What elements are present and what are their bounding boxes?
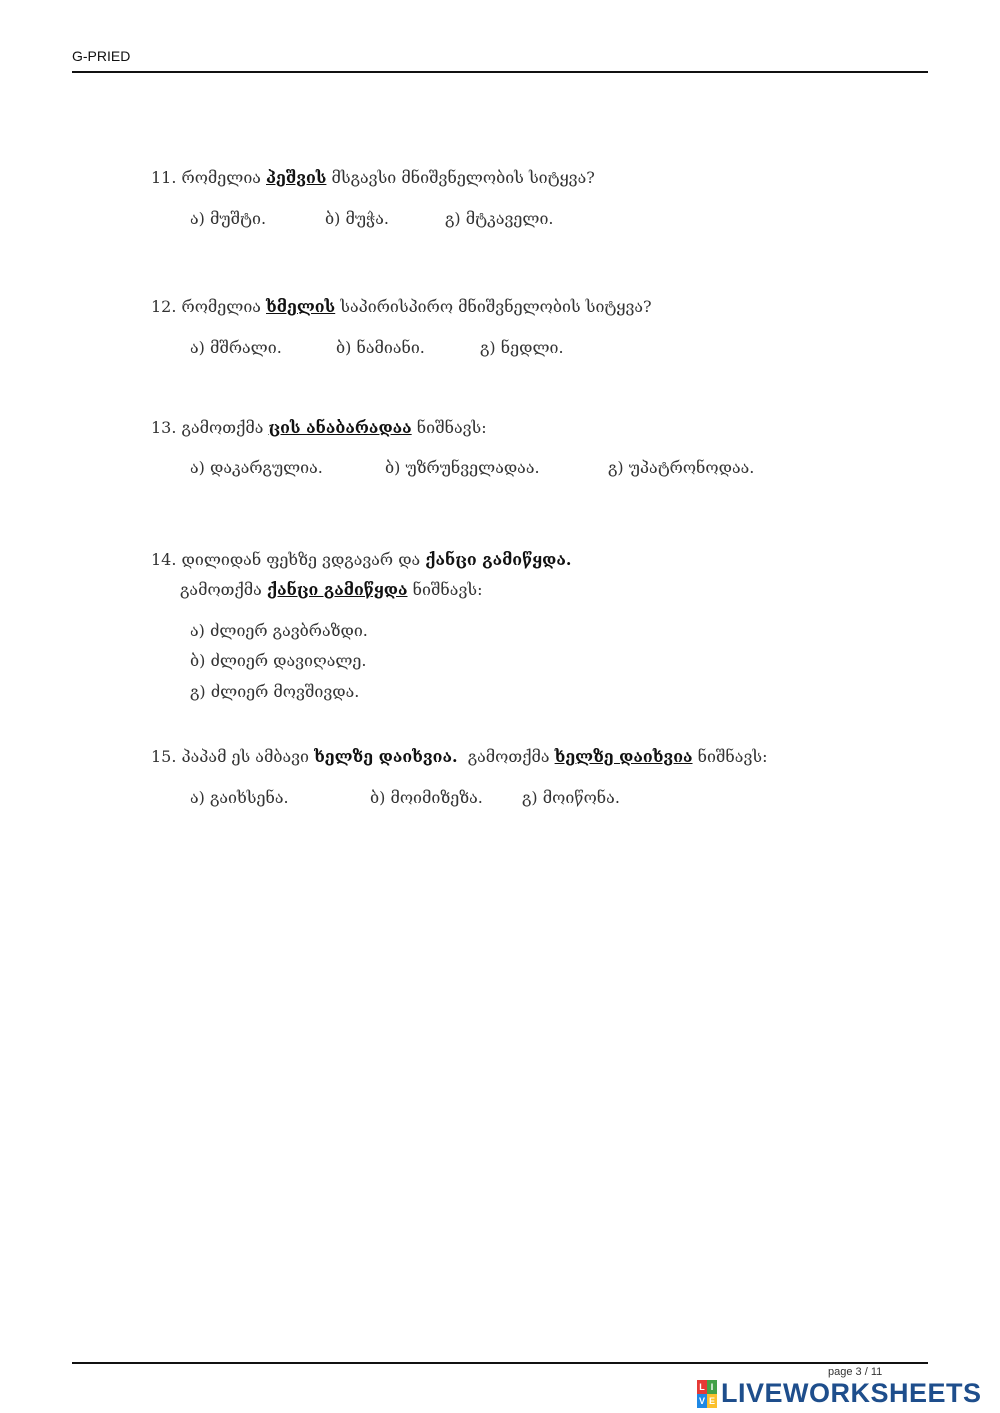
logo-mark-icon <box>697 1380 717 1408</box>
question-11-option-c[interactable]: გ) მტკაველი. <box>445 209 554 228</box>
question-14-option-b[interactable]: ბ) ძლიერ დავიღალე. <box>190 651 367 670</box>
logo-letter: V <box>698 1395 705 1406</box>
question-13-option-c[interactable]: გ) უპატრონოდაა. <box>608 458 755 477</box>
question-15-key: ხელზე დაიხვია <box>554 747 693 766</box>
question-11-key: პეშვის <box>266 168 327 187</box>
page-number: page 3 / 11 <box>828 1366 883 1378</box>
footer-rule <box>72 1362 928 1364</box>
question-15-option-c[interactable]: გ) მოიწონა. <box>522 788 620 807</box>
document-header-title: G-PRIED <box>72 48 131 64</box>
question-14-option-a[interactable]: ა) ძლიერ გავბრაზდი. <box>190 621 368 640</box>
question-13-option-a[interactable]: ა) დაკარგულია. <box>190 458 323 477</box>
question-14-line-1: 14. დილიდან ფეხზე ვდგავარ და ქანცი გამიწყდა. <box>151 550 572 569</box>
question-12-option-b[interactable]: ბ) ნამიანი. <box>336 338 425 357</box>
header-rule <box>72 71 928 73</box>
logo-letter: E <box>708 1395 715 1406</box>
question-13-option-b[interactable]: ბ) უზრუნველადაა. <box>385 458 540 477</box>
question-15-option-b[interactable]: ბ) მოიმიზეზა. <box>370 788 483 807</box>
question-14-key: ქანცი გამიწყდა <box>266 580 408 599</box>
logo-letter: I <box>707 1380 717 1394</box>
question-12-option-c[interactable]: გ) ნედლი. <box>480 338 564 357</box>
question-14-option-c[interactable]: გ) ძლიერ მოვშივდა. <box>190 682 360 701</box>
question-12-key: ხმელის <box>266 297 336 316</box>
question-12: 12. რომელია ხმელის საპირისპირო მნიშვნელობის სიტყვა? <box>151 297 652 316</box>
question-11: 11. რომელია პეშვის მსგავსი მნიშვნელობის სიტყვა? <box>151 168 595 187</box>
question-13: 13. გამოთქმა ცის ანაბარადაა ნიშნავს: <box>151 418 487 437</box>
question-11-option-b[interactable]: ბ) მუჭა. <box>325 209 389 228</box>
question-15-bold-phrase: ხელზე დაიხვია. <box>314 747 458 766</box>
question-15: 15. პაპამ ეს ამბავი ხელზე დაიხვია. გამოთქმა ხელზე დაიხვია ნიშნავს: <box>151 747 768 766</box>
logo-letter: L <box>697 1380 707 1394</box>
question-14-line-2: გამოთქმა ქანცი გამიწყდა ნიშნავს: <box>180 580 483 599</box>
question-14-bold-phrase: ქანცი გამიწყდა. <box>425 550 572 569</box>
logo-text: LIVEWORKSHEETS <box>721 1378 982 1408</box>
question-15-option-a[interactable]: ა) გაიხსენა. <box>190 788 289 807</box>
question-11-option-a[interactable]: ა) მუშტი. <box>190 209 267 228</box>
question-13-key: ცის ანაბარადაა <box>268 418 412 437</box>
question-12-option-a[interactable]: ა) მშრალი. <box>190 338 282 357</box>
liveworksheets-logo[interactable] <box>697 1378 982 1409</box>
